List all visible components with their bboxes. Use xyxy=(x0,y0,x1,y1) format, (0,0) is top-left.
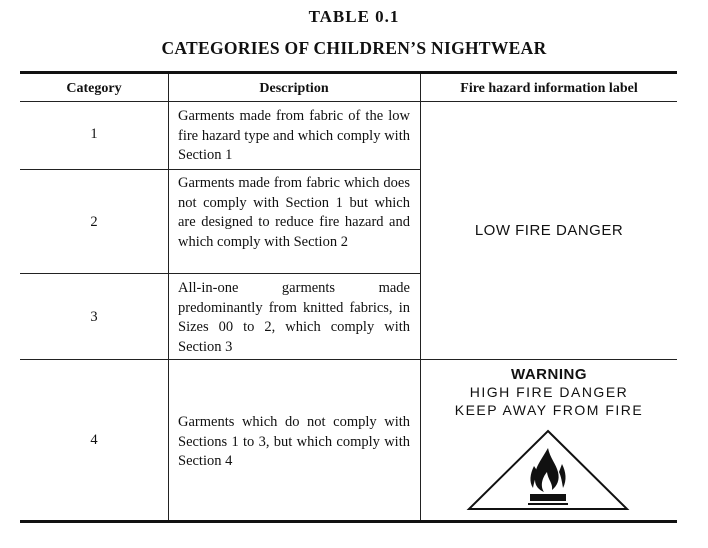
table-bottom-rule xyxy=(20,520,677,523)
header-category: Category xyxy=(66,81,122,96)
description-cell: All-in-one garments made predominantly from knitted fabrics, in Sizes 00 to 2, which comply with Section 3 xyxy=(178,280,410,355)
flame-warning-icon xyxy=(466,428,630,512)
table-number: TABLE 0.1 xyxy=(308,7,400,26)
row-divider xyxy=(20,359,420,360)
warning-line-1: HIGH FIRE DANGER xyxy=(469,384,629,400)
description-cell: Garments which do not comply with Sections 1 to 3, but which comply with Section 4 xyxy=(178,414,410,469)
row-divider xyxy=(20,169,420,170)
column-divider xyxy=(168,74,169,520)
header-rule xyxy=(20,101,677,102)
row-divider xyxy=(420,359,677,360)
warning-line-2: KEEP AWAY FROM FIRE xyxy=(454,402,644,418)
low-fire-danger-label: LOW FIRE DANGER xyxy=(474,222,624,239)
row-divider xyxy=(20,273,420,274)
category-cell: 4 xyxy=(90,432,98,448)
table-top-rule xyxy=(20,71,677,74)
table-title: CATEGORIES OF CHILDREN’S NIGHTWEAR xyxy=(161,38,547,58)
category-cell: 1 xyxy=(90,126,98,142)
header-description: Description xyxy=(259,81,329,96)
category-cell: 2 xyxy=(90,214,98,230)
header-label: Fire hazard information label xyxy=(460,81,638,96)
description-cell: Garments made from fabric of the low fire hazard type and which comply with Section 1 xyxy=(178,108,410,163)
warning-title: WARNING xyxy=(511,366,587,383)
description-cell: Garments made from fabric which does not comply with Section 1 but which are designed to reduce fire hazard and which comply with Section 2 xyxy=(178,175,410,250)
column-divider xyxy=(420,74,421,520)
category-cell: 3 xyxy=(90,309,98,325)
